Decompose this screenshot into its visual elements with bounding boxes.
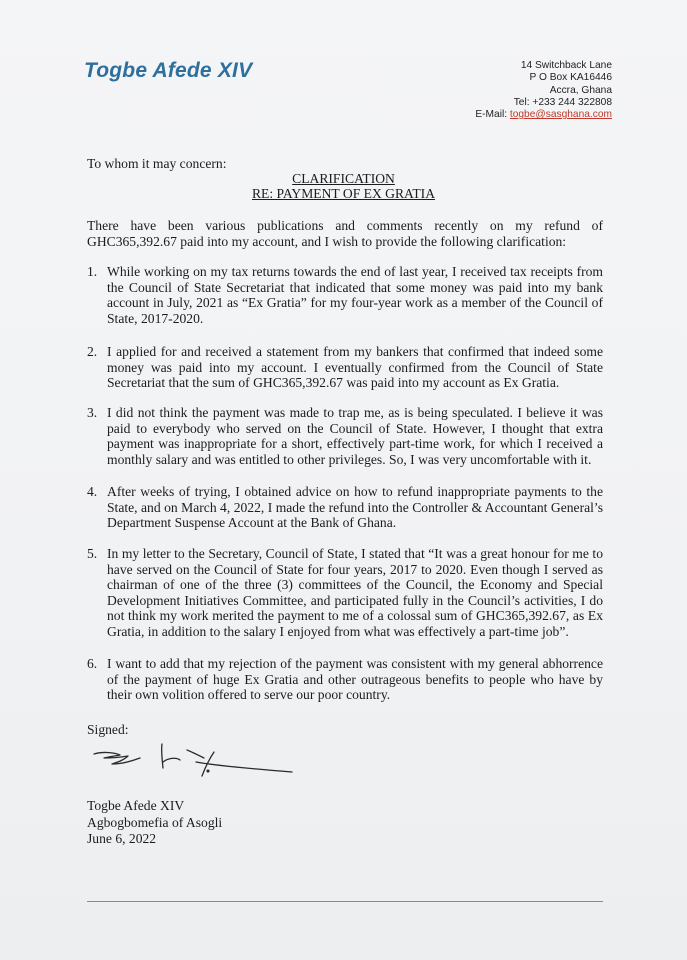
handwritten-signature: [92, 738, 297, 780]
heading-title: CLARIFICATION: [292, 171, 395, 186]
item-number: 1.: [87, 264, 98, 279]
address-line: 14 Switchback Lane: [520, 60, 612, 71]
item-text: I want to add that my rejection of the payment was consistent with my general abhorrence of the payment of huge Ex Gratia and other outrageous benefits to people who have by their own volition offered to serve our poor country.: [107, 656, 603, 702]
signatory-title: Agbogbomefia of Asogli: [87, 814, 223, 830]
email-link[interactable]: togbe@sasghana.com: [509, 109, 612, 121]
signatory-block: [87, 798, 222, 848]
item-text: After weeks of trying, I obtained advice on how to refund inappropriate payments to the State, and on March 4, 2022, I made the refund into the Controller & Accountant General’s Department Suspense Account at the Bank of Ghana.: [107, 484, 603, 530]
item-text: While working on my tax returns towards the end of last year, I received tax receipts from the Council of State Secretariat that indicated that some money was paid into my bank account in July, 2021 as “Ex Gratia” for my four-year work as a member of the Council of State, 2017-2020.: [107, 264, 603, 326]
item-number: 4.: [87, 484, 98, 499]
item-number: 3.: [87, 405, 98, 420]
list-item: [87, 264, 603, 326]
item-text: I applied for and received a statement from my bankers that confirmed that indeed some money was paid into my account. I eventually confirmed from the Council of State Secretariat that the sum of GHC365,392.67 was paid into my account as Ex Gratia.: [107, 344, 603, 390]
salutation: To whom it may concern:: [87, 156, 227, 171]
email-label: E-Mail:: [475, 109, 510, 121]
address-line: P O Box KA16446: [529, 72, 612, 84]
address-line: Accra, Ghana: [549, 84, 612, 96]
list-item: [87, 405, 603, 467]
item-number: 5.: [87, 546, 98, 561]
footer-divider: [87, 901, 603, 902]
item-text: In my letter to the Secretary, Council of State, I stated that “It was a great honour for me to have served on the Council of State for four years, 2017 to 2020. Even though I served as chairman of one of the three (3) committees of the Council, the Economy and Special Development Initiatives Committee, and participated fully in the Council’s activities, I do not think my work merited the payment to me of a colossal sum of GHC365,392.67, as Ex Gratia, in addition to the salary I enjoyed from what was effectively a part-time job”.: [107, 546, 603, 639]
item-number: 2.: [87, 344, 98, 359]
letterhead-name: Togbe Afede XIV: [84, 59, 253, 82]
letterhead-address: [475, 60, 612, 121]
list-item: [87, 344, 603, 391]
signed-label: Signed:: [87, 722, 129, 737]
list-item: [87, 546, 603, 639]
intro-paragraph: There have been various publications and comments recently on my refund of GHC365,392.67 paid into my account, and I wish to provide the following clarification:: [87, 218, 603, 249]
phone-line: Tel: +233 244 322808: [513, 96, 612, 108]
letter-heading: [0, 171, 687, 201]
signatory-name: Togbe Afede XIV: [87, 798, 185, 813]
list-item: [87, 656, 603, 703]
email-line: [475, 109, 612, 121]
list-item: [87, 484, 603, 531]
signature-date: June 6, 2022: [87, 831, 157, 846]
item-number: 6.: [87, 656, 98, 671]
item-text: I did not think the payment was made to trap me, as is being speculated. I believe it was paid to everybody who served on the Council of State. However, I thought that extra payment was inappropriate for a short, effectively part-time work, for which I received a monthly salary and was entitled to other privileges. So, I was very uncomfortable with it.: [107, 405, 603, 467]
heading-subject: RE: PAYMENT OF EX GRATIA: [251, 186, 436, 202]
